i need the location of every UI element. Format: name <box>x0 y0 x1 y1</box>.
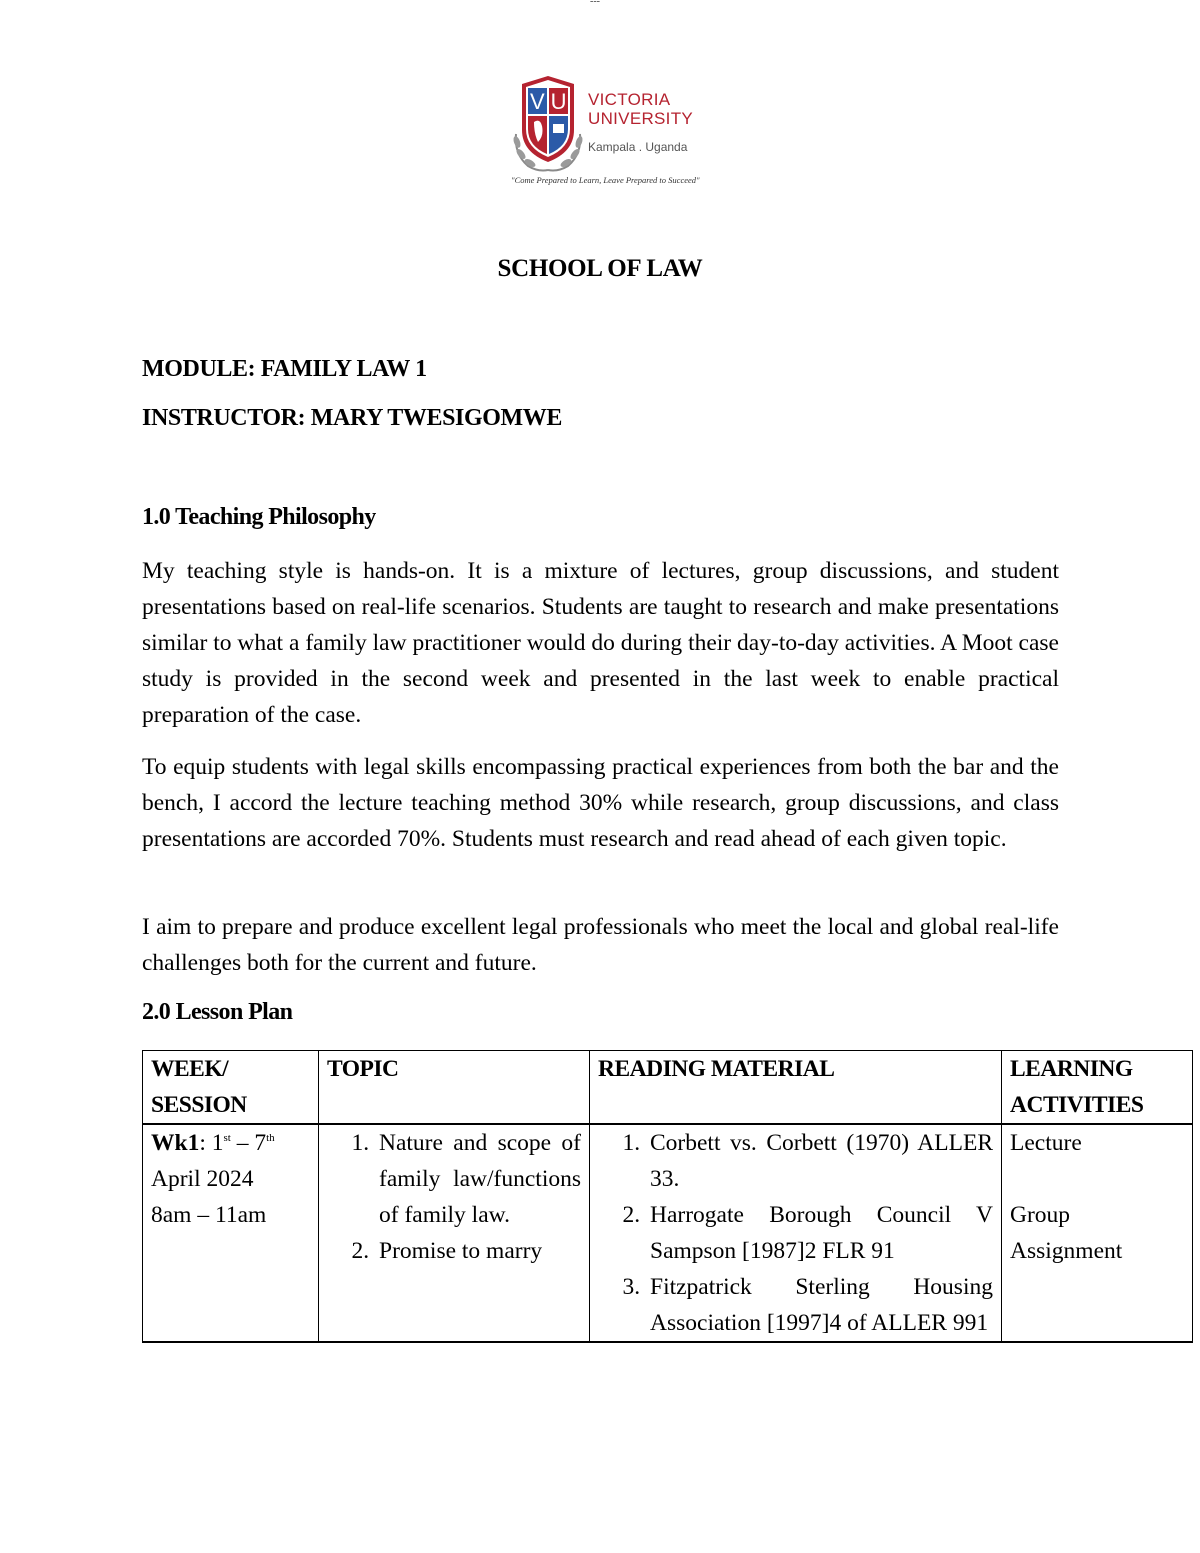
list-item: 2. Harrogate Borough Council V Sampson [1987]2 FLR 91 <box>646 1197 993 1269</box>
list-item: 2. Promise to marry <box>375 1233 581 1269</box>
week-start: : 1 <box>199 1130 224 1156</box>
reading-cell <box>590 1124 1002 1342</box>
header-topic: TOPIC <box>319 1051 590 1125</box>
week-time: 8am – 11am <box>151 1202 267 1228</box>
logo-wordmark <box>588 90 693 128</box>
page-mark: --- <box>590 0 600 7</box>
header-reading-material: READING MATERIAL <box>590 1051 1002 1125</box>
list-item: 1. Corbett vs. Corbett (1970) ALLER 33. <box>646 1125 993 1197</box>
university-logo <box>508 74 704 192</box>
header-learning-activities: LEARNING ACTIVITIES <box>1002 1051 1193 1125</box>
header-week-session: WEEK/ SESSION <box>143 1051 319 1125</box>
week-date-line <box>151 1125 310 1161</box>
week-end: – 7 <box>230 1130 267 1156</box>
philosophy-paragraph-3: I aim to prepare and produce excellent legal professionals who meet the local and global real-life challenges both for the current and future. <box>142 914 1059 976</box>
week-start-suffix: st <box>223 1132 231 1144</box>
logo-name-line1: VICTORIA <box>588 90 671 109</box>
week-end-suffix: th <box>266 1132 275 1144</box>
table-header-row <box>143 1051 1193 1125</box>
activity-lecture: Lecture <box>1010 1130 1082 1156</box>
lesson-plan-heading: 2.0 Lesson Plan <box>142 999 293 1025</box>
table-row <box>143 1124 1193 1342</box>
philosophy-paragraph-2: To equip students with legal skills encompassing practical experiences from both the bar and the bench, I accord the lecture teaching method 30% while research, group discussions, and class presentations are accorded 70%. Students must research and read ahead of each given topic. <box>142 754 1059 852</box>
activities-cell <box>1002 1124 1193 1342</box>
logo-motto: "Come Prepared to Learn, Leave Prepared to Succeed" <box>511 175 700 185</box>
philosophy-paragraph-1: My teaching style is hands-on. It is a mixture of lectures, group discussions, and student presentations based on real-life scenarios. Students are taught to research and make presentations similar to what a family law practitioner would do during their day-to-day activities. A Moot case study is provided in the second week and presented in the last week to enable practical preparation of the case. <box>142 558 1059 728</box>
lesson-plan-table <box>142 1050 1193 1343</box>
activity-group-assignment: Group Assignment <box>1010 1202 1123 1264</box>
philosophy-heading: 1.0 Teaching Philosophy <box>142 504 376 530</box>
week-month: April 2024 <box>151 1166 254 1192</box>
reading-list <box>598 1125 993 1341</box>
logo-name-line2: UNIVERSITY <box>588 109 694 128</box>
instructor-line: INSTRUCTOR: MARY TWESIGOMWE <box>142 405 562 431</box>
week-label: Wk1 <box>151 1130 200 1156</box>
topic-list <box>327 1125 581 1269</box>
school-title: SCHOOL OF LAW <box>497 255 703 282</box>
logo-location: Kampala . Uganda <box>588 140 688 154</box>
list-item: 1. Nature and scope of family law/functions of family law. <box>375 1125 581 1233</box>
week-cell <box>143 1124 319 1342</box>
module-line: MODULE: FAMILY LAW 1 <box>142 356 427 382</box>
list-item: 3. Fitzpatrick Sterling Housing Association [1997]4 of ALLER 991 <box>646 1269 993 1341</box>
topic-cell <box>319 1124 590 1342</box>
shield-letters: VU <box>530 89 573 114</box>
